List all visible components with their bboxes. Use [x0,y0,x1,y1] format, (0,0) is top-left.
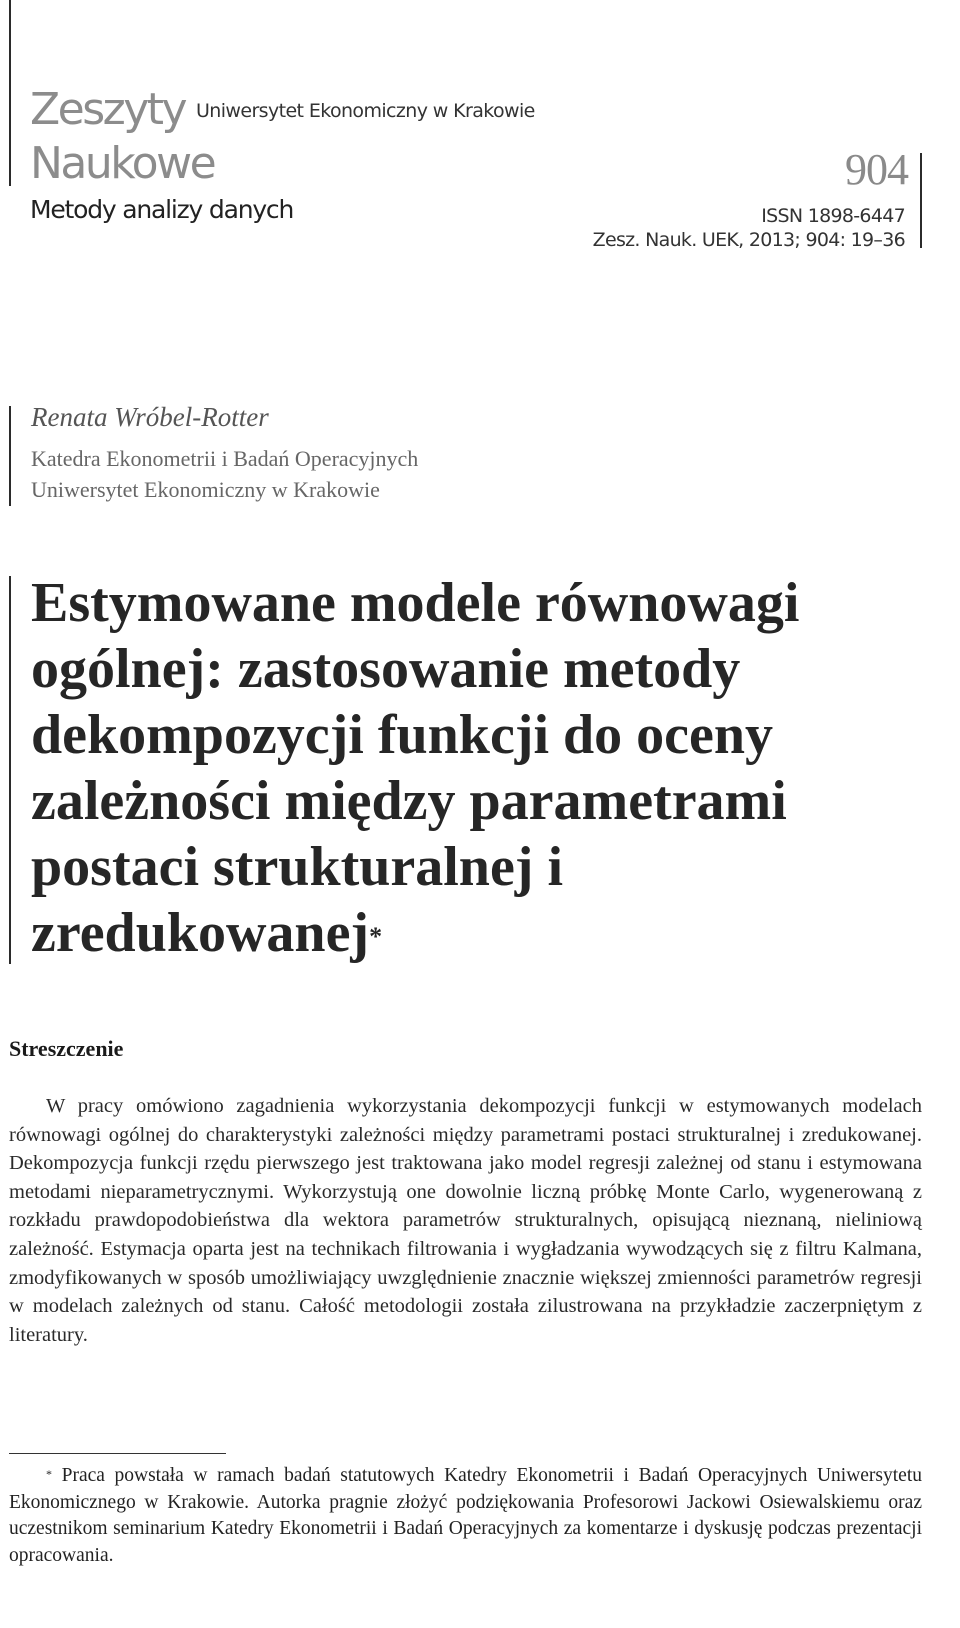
author-name: Renata Wróbel-Rotter [31,402,269,432]
header-left-rule [9,0,11,186]
footnote-text: Praca powstała w ramach badań statutowych Katedry Ekonometrii i Badań Operacyjnych Uniwersytetu Ekonomicznego w Krakowie. Autorka pragnie złożyć podziękowania Profesorowi Jackowi Osiewalskiemu oraz uczestnikom seminarium Katedry Ekonometrii i Badań Operacyjnych za komentarze i dyskusję podczas prezentacji opracowania. [9,1465,922,1566]
footnote-separator [9,1453,226,1454]
issn: ISSN 1898-6447 [761,205,905,227]
article-title [31,570,901,966]
author-rule [9,406,11,506]
citation: Zesz. Nauk. UEK, 2013; 904: 19–36 [592,229,905,251]
footnote-marker: * [46,1467,52,1481]
author-university: Uniwersytet Ekonomiczny w Krakowie [31,477,380,502]
footnote [9,1463,922,1569]
author-department: Katedra Ekonometrii i Badań Operacyjnych [31,446,419,471]
issue-number: 904 [845,145,908,194]
abstract-text: W pracy omówiono zagadnienia wykorzystania dekompozycji funkcji w estymowanych modelach równowagi ogólnej do charakterystyki zależności między parametrami postaci strukturalnej i zredukowanej. Dekompozycja funkcji rzędu pierwszego jest traktowana jako model regresji zależnej od stanu i estymowana metodami nieparametrycznymi. Wykorzystują one dowolnie liczną próbkę Monte Carlo, wygenerowaną z rozkładu prawdopodobieństwa dla wektora parametrów strukturalnych, opisującą nieznaną, nieliniową zależność. Estymacja oparta jest na technikach filtrowania i wygładzania wywodzących się z filtru Kalmana, zmodyfikowanych w sposób umożliwiający uwzględnienie znacznie większej zmienności parametrów regresji w modelach zależnych od stanu. Całość metodologii została zilustrowana na przykładzie zaczerpniętym z literatury. [9,1095,922,1346]
header-right-rule [920,153,922,248]
journal-title-line2: Naukowe [30,138,215,189]
journal-university: Uniwersytet Ekonomiczny w Krakowie [196,100,535,122]
title-rule [9,576,11,964]
journal-title-line1: Zeszyty [30,84,186,135]
abstract-heading: Streszczenie [9,1036,124,1061]
journal-series: Metody analizy danych [30,195,294,224]
article-title-text: Estymowane modele równowagi ogólnej: zastosowanie metody dekompozycji funkcji do oceny zależności między parametrami postaci strukturalnej i zredukowanej [31,572,800,964]
title-footnote-marker: * [369,922,383,951]
